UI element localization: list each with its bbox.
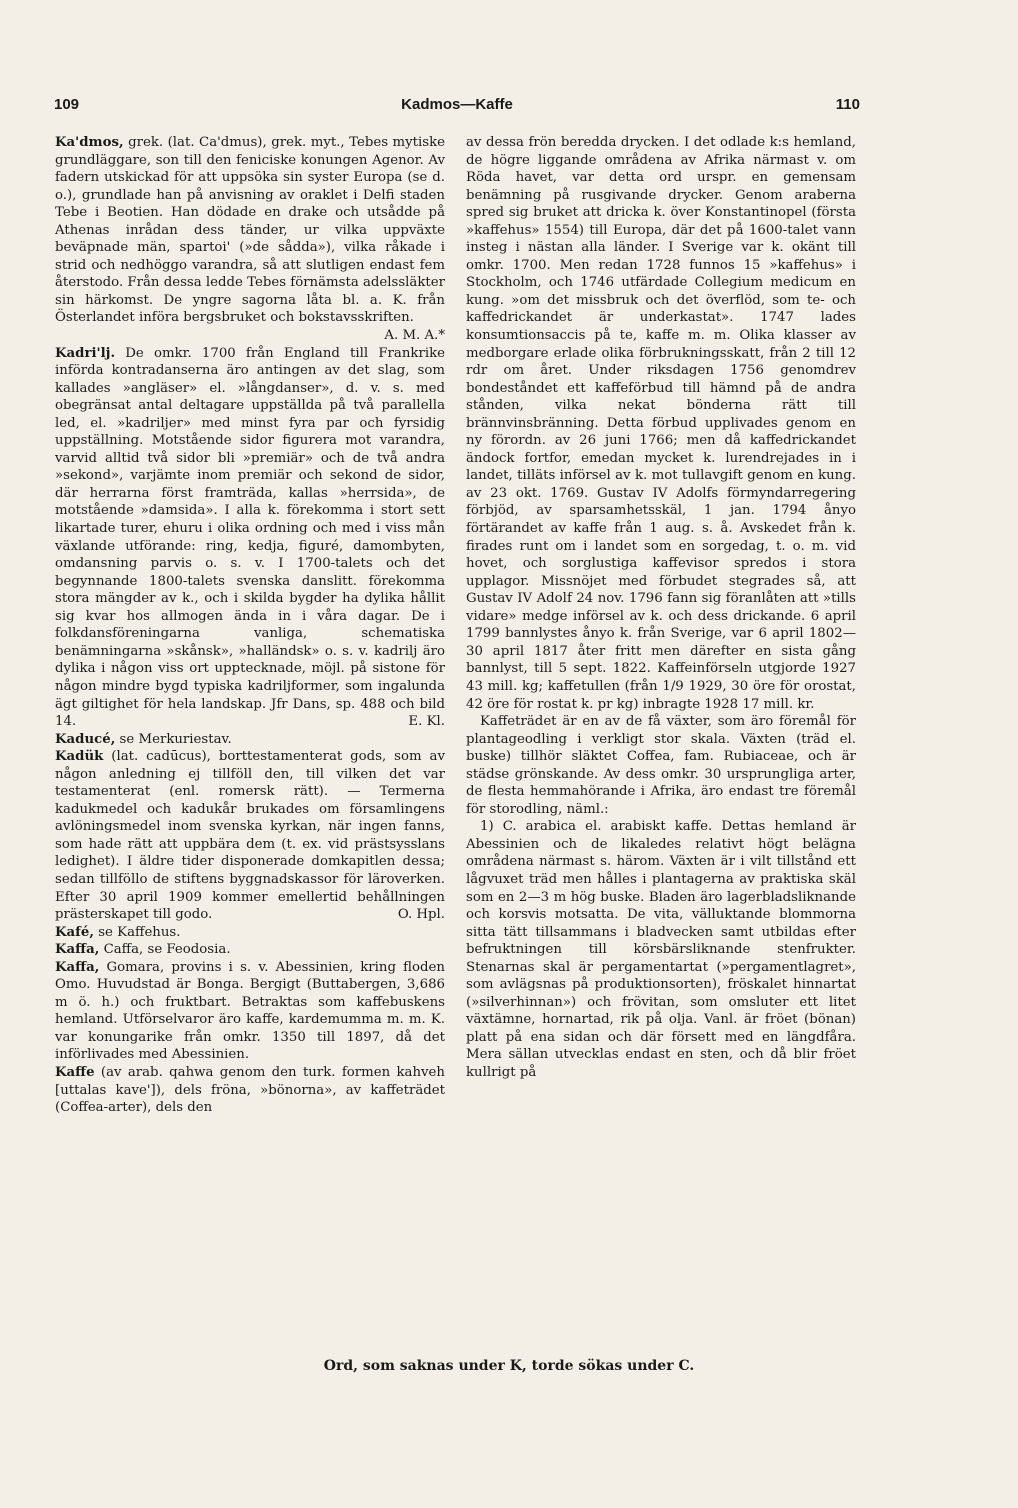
kaffe-history-paragraph: av dessa frön beredda drycken. I det odlade k:s hemland, de högre liggande områdena av Afrika närmast v. om Röda havet, var detta ord urspr. en gemensam benämning på rusgivande drycker. Genom araberna spred sig bruket att dricka k. över Konstantinopel (första »kaffehus» 1554) till Europa, där det på 1600-talet vann insteg i nästan alla länder. I Sverige var k. okänt till omkr. 1700. Men redan 1728 funnos 15 »kaffehus» i Stockholm, och 1746 utfärdade Collegium medicum en kung. »om det missbruk och det överflöd, som te- och kaffedrickandet är underkastat». 1747 lades konsumtionsaccis på te, kaffe m. m. Olika klasser av medborgare erlade olika förbrukningsskatt, från 2 till 12 rdr om året. Under riksdagen 1756 genomdrev bondeståndet ett kaffeförbud till hämnd på de andra stånden, vilka nekat bönderna rätt till brännvinsbränning. Detta förbud upplivades genom en ny förordn. av 26 juni 1766; men då kaffedrickandet ändock fortfor, emedan mycket k. lurendrejades in i landet, tilläts införsel av k. mot tullavgift genom en kung. av 23 okt. 1769. Gustav IV Adolfs förmyndarregering förbjöd, av sparsamhetsskäl, 1 jan. 1794 ånyo förtärandet av kaffe från 1 aug. s. å. Avskedet från k. firades runt om i landet som en sorgedag, t. o. m. vid hovet, och sorglustiga kaffevisor spredos i stora upplagor. Missnöjet med förbudet stegrades så, att Gustav IV Adolf 24 nov. 1796 fann sig föranlåten att »tills vidare» medge införsel av k. och dess drickande. 6 april 1799 bannlystes ånyo k. från Sverige, var 6 april 1802—30 april 1817 åter fritt men därefter en sista gång bannlyst, till 5 sept. 1822. Kaffeinförseln utgjorde 1927 43 mill. kg; kaffetullen (från 1/9 1929, 30 öre för orostat, 42 öre för rostat k. pr kg) inbragte 1928 17 mill. kr.: [466, 135, 856, 712]
right-page-number: 110: [835, 96, 860, 113]
entry-kafe: [55, 924, 445, 942]
entry-kaffa-caffa: [55, 941, 445, 959]
entry-kadmos: [55, 134, 445, 344]
entry-signature: O. Hpl.: [397, 907, 445, 923]
entry-headword: Kadri'lj.: [55, 345, 116, 361]
entry-headword: Kaffa,: [55, 959, 100, 975]
entry-headword: Kaffe: [55, 1064, 95, 1080]
entry-headword: Kaducé,: [55, 731, 116, 747]
arabica-paragraph: 1) C. arabica el. arabiskt kaffe. Dettas hemland är Abessinien och de likaledes relativt högt belägna områdena närmast s. härom. Växten är i vilt tillstånd ett lågvuxet träd men hålles i plantagerna av praktiska skäl som en 2—3 m hög buske. Bladen äro lagerbladsliknande och korsvis motsatta. De vita, välluktande blommorna sitta tätt tillsammans i bladvecken samt utbildas efter befruktningen till körsbärsliknande stenfrukter. Stenarnas skal är pergamentartat (»pergamentlagret», som avlägsnas på produktionsorten), fröskalet hinnartat (»silverhinnan») och frövitan, som omsluter ett litet växtämne, hornartad, rik på olja. Vanl. är fröet (bönan) platt på ena sidan och där försett med en längdfåra. Mera sällan utvecklas endast en sten, och då blir fröet kullrigt på: [466, 819, 856, 1080]
entry-text: (lat. cadūcus), borttestamenterat gods, som av någon anledning ej tillföll den, till vilken det var testamenterat (enl. romersk rätt). — Termerna kadukmedel och kadukår brukades om församlingens avlöningsmedel inom svenska kyrkan, när ingen fanns, som hade rätt att uppbära dem (t. ex. vid prästsysslans ledighet). I äldre tider disponerade domkapitlen dessa; sedan tillföllo de stiftens byggnadskassor för läroverken. Efter 30 april 1909 kommer emellertid behållningen prästerskapet till godo.: [55, 749, 445, 923]
entry-text: se Kaffehus.: [93, 924, 181, 940]
kaffetradet-paragraph: Kaffeträdet är en av de få växter, som äro föremål för plantageodling i verkligt stor skala. Växten (träd el. buske) tillhör släktet Coffea, fam. Rubiaceae, och är städse grönskande. Av dess omkr. 30 ursprungliga arter, de flesta hemmahörande i Afrika, äro endast tre föremål för storodling, näml.:: [466, 714, 856, 817]
entry-text: De omkr. 1700 från England till Frankrike införda kontradanserna äro antingen av det slag, som kallades »angläser» el. »långdanser», d. v. s. med obegränsat antal deltagare uppställda på två parallella led, el. »kadriljer» med minst fyra par och fyrsidig uppställning. Motstående sidor figurera mot varandra, varvid alltid två sidor bli »premiär» och de två andra »sekond», varjämte inom premiär och sekond de sidor, där herrarna först framträda, kallas »herrsida», de motstående »damsida». I alla k. förekomma i stort sett likartade turer, ehuru i olika ordning och med i viss mån växlande utförande: ring, kedja, figuré, damombyten, omdansning parvis o. s. v. I 1700-talets och det begynnande 1800-talets svenska danslitt. förekomma stora mängder av k., och i skilda bygder ha dylika hållit sig kvar hos allmogen ända in i våra dagar. De i folkdansföreningarna vanliga, schematiska benämningarna »skånsk», »halländsk» o. s. v. kadrilj äro dylika i någon viss ort upptecknade, möjl. på sistone för någon mindre bygd typiska kadriljformer, som ingalunda ägt giltighet för hela landskap. Jfr Dans, sp. 488 och bild 14.: [55, 345, 445, 730]
page-header: [54, 96, 860, 120]
entry-signature: E. Kl.: [408, 714, 445, 730]
entry-kaduk: [55, 748, 445, 923]
entry-text: Caffa, se Feodosia.: [99, 942, 231, 958]
left-page-number: 109: [54, 96, 80, 113]
right-column: [466, 134, 856, 1082]
entry-headword: Kadük: [55, 749, 104, 765]
entry-kaffe: [55, 1064, 445, 1117]
entry-kadrilj: [55, 345, 445, 731]
entry-kaffa-gomara: [55, 959, 445, 1064]
running-title: Kadmos—Kaffe: [401, 96, 513, 113]
entry-text: Gomara, provins i s. v. Abessinien, kring floden Omo. Huvudstad är Bonga. Bergigt (Buttabergen, 3,686 m ö. h.) och fruktbart. Betraktas som kaffebuskens hemland. Utförselvaror äro kaffe, kardemumma m. m. K. var konungarike från omkr. 1350 till 1897, då det införlivades med Abessinien.: [55, 959, 445, 1063]
entry-text: se Merkuriestav.: [115, 731, 232, 747]
entry-kaduce: [55, 731, 445, 749]
left-column: [55, 134, 445, 1117]
entry-signature: A. M. A.*: [384, 328, 445, 344]
entry-headword: Ka'dmos,: [55, 135, 124, 150]
entry-text: grek. (lat. Ca'dmus), grek. myt., Tebes mytiske grundläggare, son till den feniciske konungen Agenor. Av fadern utskickad för att uppsöka sin syster Europa (se d. o.), grundlade han på anvisning av oraklet i Delfi staden Tebe i Beotien. Han dödade en drake och utsådde på Athenas inrådan dess tänder, ur vilka uppväxte beväpnade män, spartoi' (»de sådda»), vilka råkade i strid och nedhöggo varandra, så att slutligen endast fem återstodo. Från dessa ledde Tebes förnämsta adelssläkter sin härkomst. De yngre sagorna låta bl. a. K. från Österlandet införa bergsbruket och bokstavsskriften.: [55, 135, 445, 326]
page-footer-note: Ord, som saknas under K, torde sökas under C.: [323, 1358, 695, 1374]
entry-headword: Kafé,: [55, 924, 94, 940]
entry-text: (av arab. qahwa genom den turk. formen kahveh [uttalas kave']), dels fröna, »bönorna», av kaffeträdet (Coffea-arter), dels den: [55, 1064, 445, 1116]
entry-headword: Kaffa,: [55, 942, 100, 958]
